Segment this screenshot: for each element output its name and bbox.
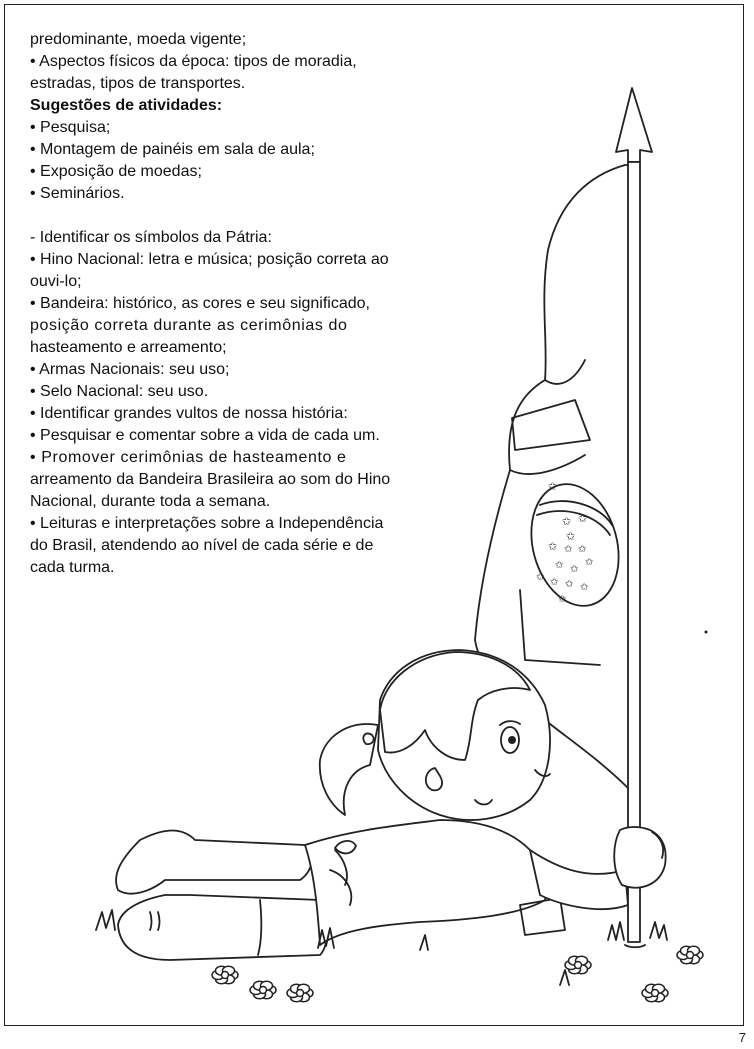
svg-text:✩: ✩: [562, 516, 572, 528]
list-item: • Bandeira: histórico, as cores e seu significado,: [30, 295, 370, 312]
svg-text:✩: ✩: [548, 541, 558, 553]
text-line: • Aspectos físicos da época: tipos de moradia,: [30, 53, 357, 70]
svg-text:✩: ✩: [585, 557, 594, 568]
svg-text:✩: ✩: [578, 513, 588, 525]
svg-text:✩: ✩: [555, 560, 564, 571]
flower-icon: [565, 956, 591, 974]
text-line: do Brasil, atendendo ao nível de cada série e de: [30, 537, 374, 554]
svg-text:✩: ✩: [536, 572, 545, 583]
svg-text:✩: ✩: [565, 579, 574, 590]
svg-text:✩: ✩: [578, 544, 587, 555]
svg-text:✩: ✩: [548, 481, 558, 493]
text-line: Nacional, durante toda a semana.: [30, 493, 271, 510]
text-line: - Identificar os símbolos da Pátria:: [30, 229, 272, 246]
svg-text:✩: ✩: [566, 531, 576, 543]
text-line: predominante, moeda vigente;: [30, 31, 247, 48]
flower-icon: [642, 984, 668, 1002]
flower-icon: [250, 981, 276, 999]
list-item: • Pesquisa;: [30, 119, 111, 136]
section-heading: Sugestões de atividades:: [30, 97, 223, 114]
svg-text:✩: ✩: [570, 564, 579, 575]
list-item: • Montagem de painéis em sala de aula;: [30, 141, 315, 158]
text-line: hasteamento e arreamento;: [30, 339, 227, 356]
list-item: • Seminários.: [30, 185, 125, 202]
list-item: • Leituras e interpretações sobre a Independência: [30, 515, 384, 532]
list-item: • Exposição de moedas;: [30, 163, 202, 180]
flower-icon: [287, 984, 313, 1002]
list-item: • Pesquisar e comentar sobre a vida de cada um.: [30, 427, 380, 444]
svg-text:✩: ✩: [564, 544, 573, 555]
text-line: posição correta durante as cerimônias do: [30, 317, 348, 334]
list-item: • Selo Nacional: seu uso.: [30, 383, 209, 400]
text-line: cada turma.: [30, 559, 115, 576]
list-item: • Hino Nacional: letra e música; posição correta ao: [30, 251, 389, 268]
page-number: 7: [738, 1030, 746, 1045]
svg-text:✩: ✩: [558, 594, 567, 605]
svg-text:✩: ✩: [580, 582, 589, 593]
list-item: • Identificar grandes vultos de nossa história:: [30, 405, 348, 422]
text-line: ouvi-lo;: [30, 273, 82, 290]
list-item: • Armas Nacionais: seu uso;: [30, 361, 230, 378]
list-item: • Promover cerimônias de hasteamento e: [30, 449, 347, 466]
flower-icon: [677, 946, 703, 964]
svg-text:✩: ✩: [550, 577, 559, 588]
flower-icon: [212, 966, 238, 984]
text-line: arreamento da Bandeira Brasileira ao som do Hino: [30, 471, 391, 488]
text-line: estradas, tipos de transportes.: [30, 75, 246, 92]
